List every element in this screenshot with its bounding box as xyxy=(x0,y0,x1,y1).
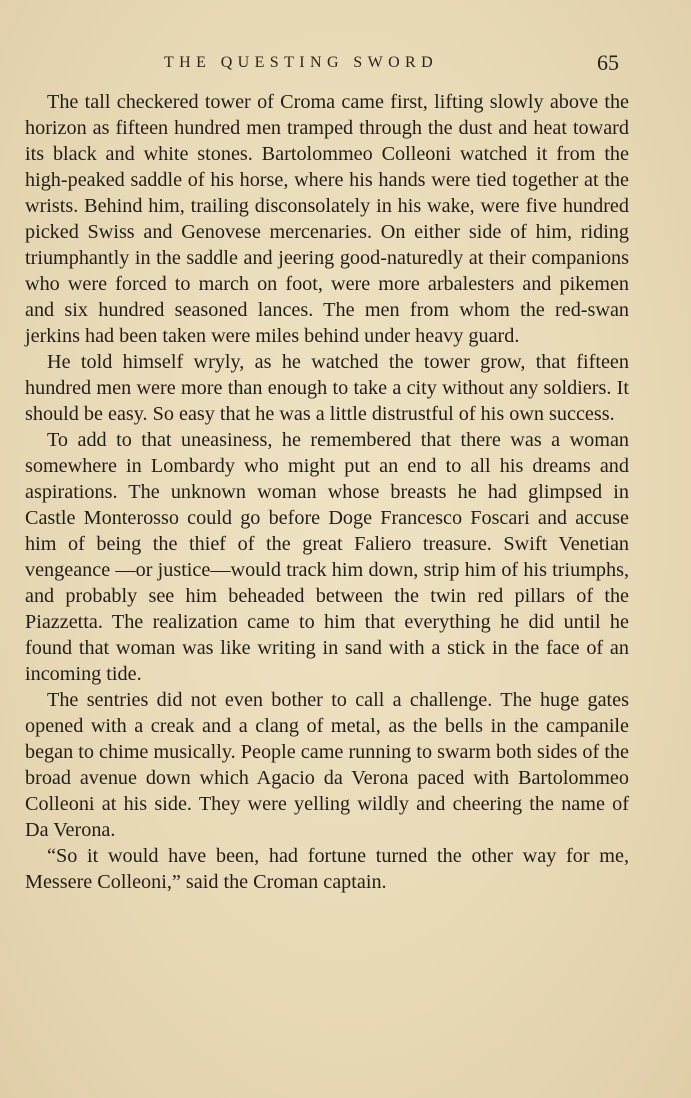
paragraph: To add to that uneasiness, he remembered that there was a woman somewhere in Lombardy who might put an end to all his dreams and aspirations. The unknown woman whose breasts he had glimpsed in Castle Monterosso could go before Doge Francesco Foscari and accuse him of being the thief of the great Faliero treasure. Swift Venetian vengeance —or justice—would track him down, strip him of his triumphs, and probably see him beheaded between the twin red pillars of the Piazzetta. The realization came to him that everything he did until he found that woman was like writing in sand with a stick in the face of an incoming tide. xyxy=(25,429,629,685)
paragraph: The tall checkered tower of Croma came first, lifting slowly above the horizon as fifteen hundred men tramped through the dust and heat toward its black and white stones. Bartolommeo Colleoni watched it from the high-peaked saddle of his horse, where his hands were tied together at the wrists. Behind him, trailing disconsolately in his wake, were five hundred picked Swiss and Genovese mercenaries. On either side of him, riding triumphantly in the saddle and jeering good-naturedly at their companions who were forced to march on foot, were more arbalesters and pikemen and six hundred seasoned lances. The men from whom the red-swan jerkins had been taken were miles behind under heavy guard. xyxy=(25,91,629,347)
paragraph: He told himself wryly, as he watched the tower grow, that fifteen hundred men were more than enough to take a city without any soldiers. It should be easy. So easy that he was a little distrustful of his own success. xyxy=(25,351,629,425)
page-header xyxy=(0,50,691,80)
paragraph: “So it would have been, had fortune turned the other way for me, Messere Colleoni,” said the Croman captain. xyxy=(25,845,629,893)
body-text xyxy=(25,89,629,895)
running-title: THE QUESTING SWORD xyxy=(164,54,439,71)
paragraph: The sentries did not even bother to call a challenge. The huge gates opened with a creak and a clang of metal, as the bells in the campanile began to chime musically. People came running to swarm both sides of the broad avenue down which Agacio da Verona paced with Bartolommeo Colleoni at his side. They were yelling wildly and cheering the name of Da Verona. xyxy=(25,689,629,841)
page-number: 65 xyxy=(597,50,619,75)
